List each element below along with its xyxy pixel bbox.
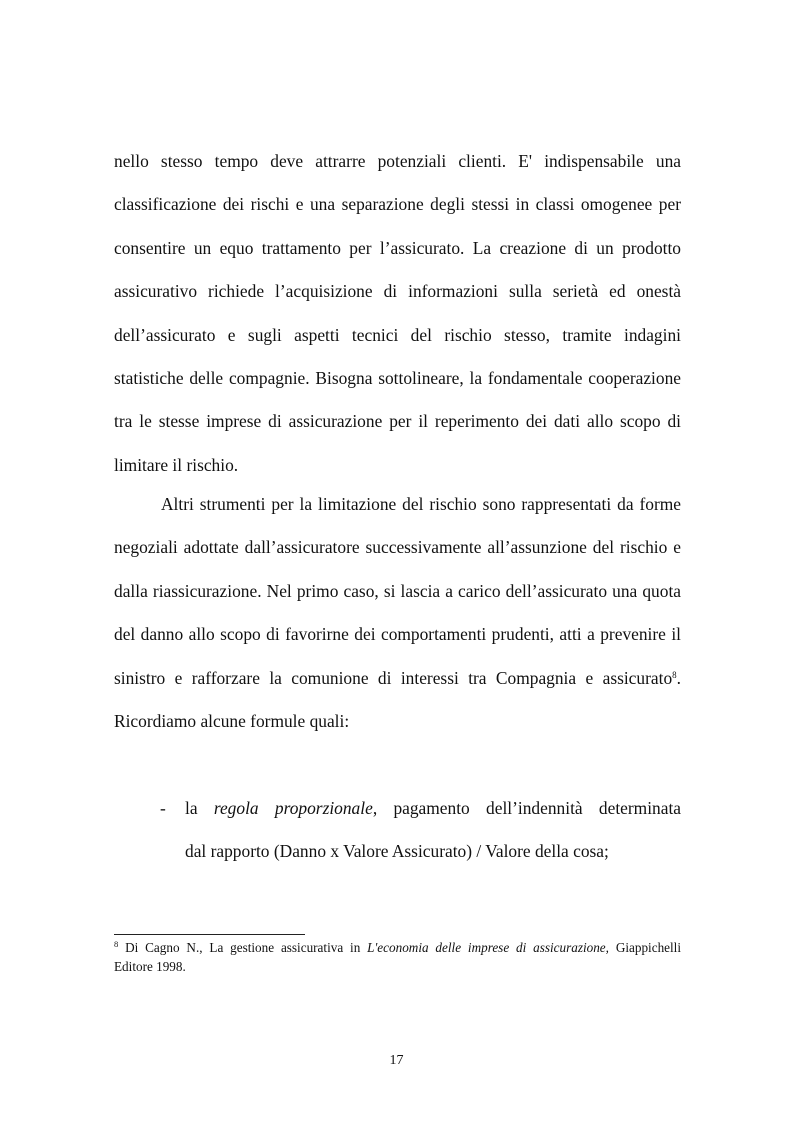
list-bullet-dash: - [160,798,166,818]
footnote-line-2: Editore 1998. [114,959,186,974]
footnote-number: 8 [114,939,119,949]
paragraph-2-text: Altri strumenti per la limitazione del rischio sono rappresentati da forme negoziali adottate dall’assicuratore successivamente all’assunzione del rischio e dalla riassicurazione. Nel primo caso, si lascia a carico dell’assicurato una quota del danno allo scopo di favorirne dei comportamenti prudenti, atti a prevenire il sinistro e rafforzare la comunione di interessi tra Compagnia e assicurato [114,494,681,688]
footnote-reference: 8 [672,669,677,680]
list-item-line-2: dal rapporto (Danno x Valore Assicurato) / Valore della cosa; [185,841,609,862]
page-number: 17 [389,1053,404,1068]
footnote-separator [114,934,305,935]
body-paragraph-1: nello stesso tempo deve attrarre potenziali clienti. E' indispensabile una classificazione dei rischi e una separazione degli stessi in classi omogenee per consentire un equo trattamento per l’assicurato. La creazione di un prodotto assicurativo richiede l’acquisizione di informazioni sulla serietà ed onestà dell’assicurato e sugli aspetti tecnici del rischio stesso, tramite indagini statistiche delle compagnie. Bisogna sottolineare, la fondamentale cooperazione tra le stesse imprese di assicurazione per il reperimento dei dati allo scopo di limitare il rischio. [114,151,681,475]
paragraph-2-text-end: . Ricordiamo alcune formule quali: [114,667,681,732]
list-item-regola-proporzionale [160,787,681,874]
footnote-publisher: Giappichelli [608,940,682,955]
list-item-prefix: la [185,798,214,818]
footnote [114,938,681,976]
list-item-rest: , pagamento dell’indennità determinata [372,798,681,818]
list-item-text [185,787,681,874]
list-item-emphasis: regola proporzionale [213,798,373,818]
footnote-text: Di Cagno N., La gestione assicurativa in [118,940,368,955]
footnote-title: L'economia delle imprese di assicurazione, [367,940,609,955]
body-paragraph-2 [114,483,681,743]
list-item-line-1 [185,787,681,830]
footnote-line-1 [114,938,681,957]
